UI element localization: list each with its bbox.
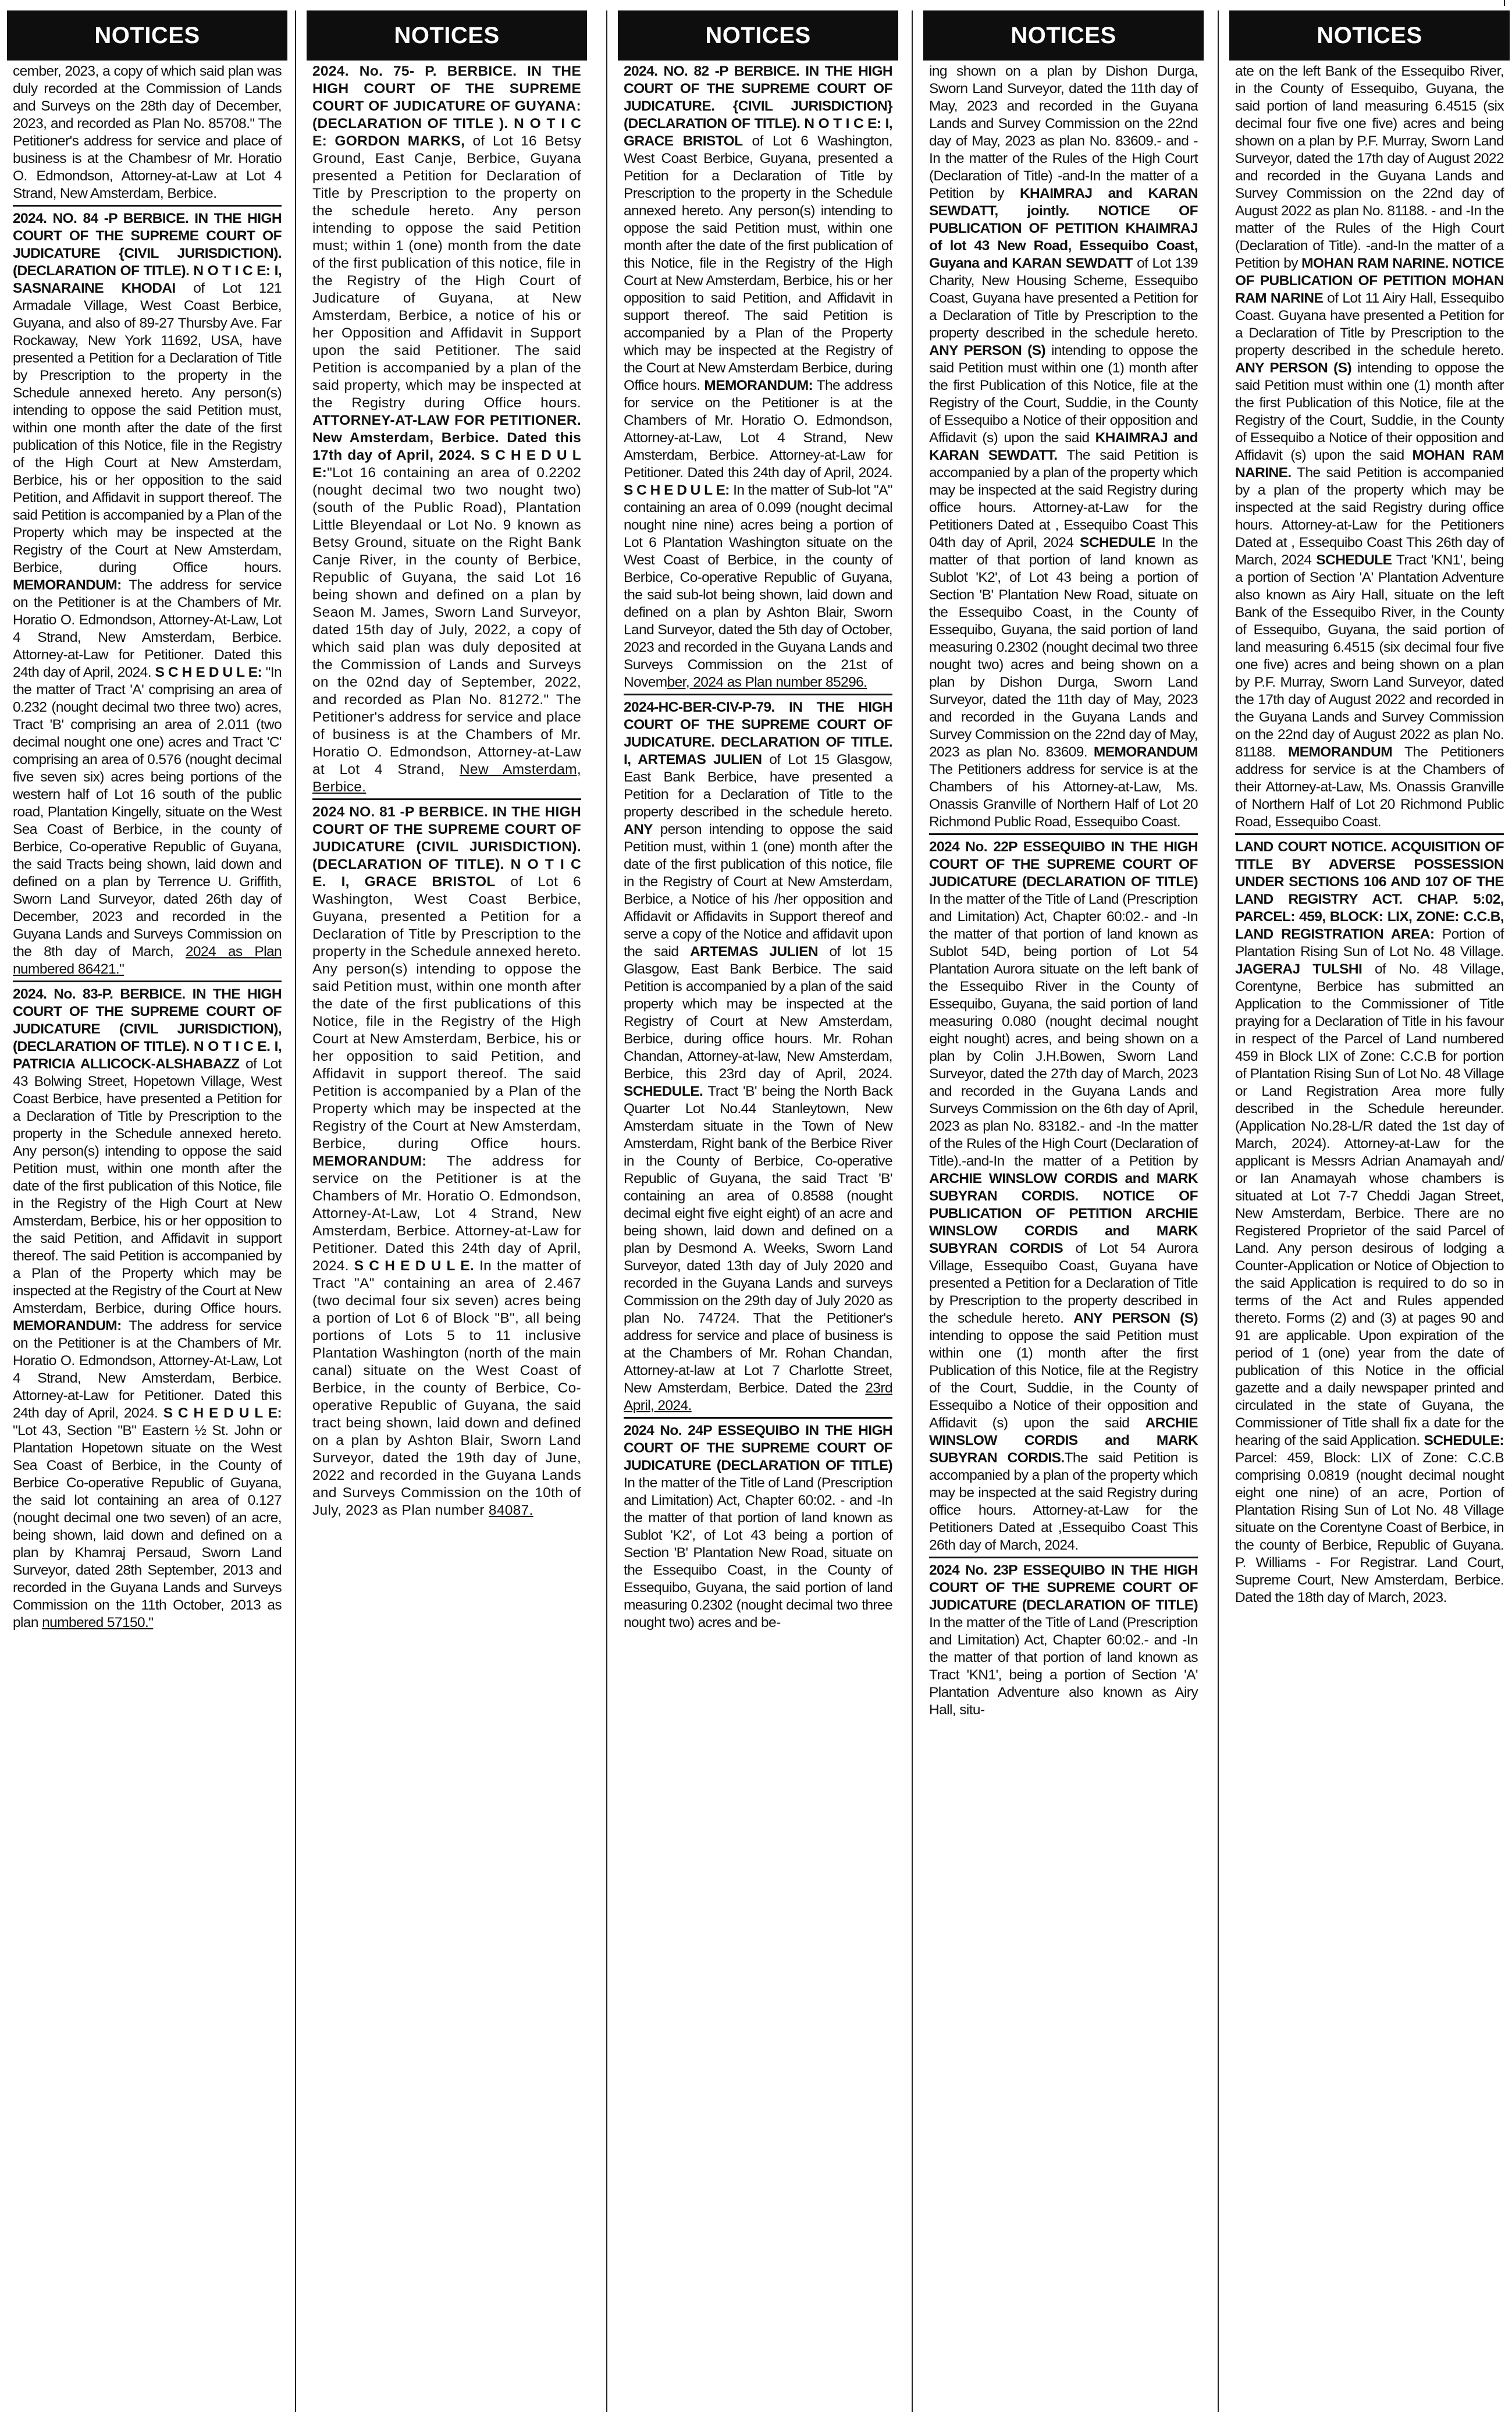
notice-text: intending to oppose the said Petition must within one (1) month after the first Publication of this Notice, file at the Registry of the Court, Suddie, in the County of Essequibo a Notice of their opposition and Affidavit (s) upon the said — [929, 1328, 1198, 1431]
notice-heading: KHAIMRAJ and KARAN SEWDATT. — [929, 430, 1198, 463]
column-divider — [295, 10, 296, 2412]
notice — [312, 798, 581, 1519]
notice-heading: 2024. No. 83-P. BERBICE. IN THE HIGH COURT OF THE SUPREME COURT OF JUDICATURE (CIVIL JURISDICTION), (DECLARATION OF TITLE). N O T I C E. I, PATRICIA ALLICOCK-ALSHABAZZ — [13, 986, 282, 1072]
notice-text: intending to oppose the said Petition must within one (1) month after the first Publication of this Notice, file at the Registry of the Court, Suddie, in the County of Essequibo a Notice of their opposition and Affidavit (s) upon the said — [929, 343, 1198, 446]
notice-text: of Lot 54 Aurora Village, Essequibo Coast, Guyana have presented a Petition for a Declaration of Title by Prescription to the property described in the schedule hereto. — [929, 1241, 1198, 1326]
notice — [929, 833, 1198, 1554]
notice-heading: 2024-HC-BER-CIV-P-79. IN THE HIGH COURT OF THE SUPREME COURT OF JUDICATURE. DECLARATION OF TITLE. I, ARTEMAS JULIEN — [624, 699, 892, 768]
notice-text: In the matter of the Title of Land (Prescription and Limitation) Act, Chapter 60:02. - and -In the matter of that portion of land known as Sublot 'K2', of Lot 43 being a portion of Section 'B' Plantation New Road, situate on the Essequibo Coast, in the County of Essequibo, Guyana, the said portion of land measuring 0.2302 (nought decimal two three nought two) acres and be- — [624, 1475, 892, 1631]
notice-text: "Lot 43, Section "B" Eastern ½ St. John or Plantation Hopetown situate on the West Sea Coast of Berbice, in the County of Berbice Co-operative Republic of Guyana, the said lot containing an area of 0.127 (nought decimal one two seven) of an acre, being shown, laid down and defined on a plan by Khamraj Persaud, Sworn Land Surveyor, dated 28th September, 2013 and recorded in the Guyana Lands and Surveys Commission on the 11th October, 2013 as plan — [13, 1423, 282, 1631]
notice-heading: ATTORNEY-AT-LAW FOR PETITIONER. New Amsterdam, Berbice. Dated this 17th day of April, 2024. S C H E D U L E: — [312, 413, 581, 481]
notice-text: In the matter of the Title of Land (Prescription and Limitation) Act, Chapter 60:02.- and -In the matter of that portion of land known as Tract 'KN1', being a portion of Section 'A' Plantation Adventure also known as Airy Hall, situ- — [929, 1615, 1198, 1718]
notice-text: of Lot 16 Betsy Ground, East Canje, Berbice, Guyana presented a Petition for Declaration of Title by Prescription to the property on the schedule hereto. Any person intending to oppose the said Petition must; within 1 (one) month from the date of the first publication of this notice, file in the Registry of the High Court of Judicature of Guyana, at New Amsterdam, Berbice, a notice of his or her Opposition and Affidavit in Support upon the said Petitioner. The said Petition is accompanied by a plan of the said property, which may be inspected at the Registry during Office hours. — [312, 133, 581, 411]
notice-heading: MOHAN RAM NARINE. — [1235, 447, 1504, 481]
notice — [13, 63, 282, 203]
notice-text: of Lot 6 Washington, West Coast Berbice, Guyana, presented a Petition for a Declaration of Title by Prescription to the property in the Schedule annexed hereto. Any person(s) intending to oppose the said Petition must, within one month after the date of the first publications of this Notice, file in the Registry of the High Court at New Amsterdam, Berbice, his or her opposition to said Petition, and Affidavit in support thereof. The said Petition is accompanied by a Plan of the Property which may be inspected at the Registry of the Court at New Amsterdam, Berbice, during Office hours. — [312, 874, 581, 1152]
notice-heading: ARTEMAS JULIEN — [689, 944, 818, 960]
notice — [312, 63, 581, 796]
notice-text: The address for service on the Petitioner is at the Chambers of Mr. Horatio O. Edmondson, Attorney-at-Law, Lot 4 Strand, New Amsterdam, Berbice. Attorney-at-Law for Petitioner. Dated this 24th day of April, 2024. — [624, 378, 892, 481]
corner-mark — [1504, 0, 1505, 6]
notices-column-4 — [923, 10, 1204, 2412]
notice-text: The Petitioners address for service is at the Chambers of his Attorney-at-Law, Ms. Onassis Granville of Northern Half of Lot 20 Richmond Public Road, Essequibo Coast. — [929, 762, 1198, 830]
notice-text: intending to oppose the said Petition must within one (1) month after the first Publication of this Notice, file at the Registry of the Court, Suddie, in the County of Essequibo a Notice of their opposition and Affidavit (s) upon the said — [1235, 360, 1504, 463]
notice-heading: MEMORANDUM: — [13, 577, 122, 593]
notice-text: In the matter of Tract "A" containing an area of 2.467 (two decimal four six seven) acres being a portion of Lot 6 of Block "B", all being portions of Lots 5 to 11 inclusive Plantation Washington (north of the main canal) situate on the West Coast of Berbice, in the county of Berbice, Co-operative Republic of Guyana, the said tract being shown, laid down and defined on a plan by Ashton Blair, Sworn Land Surveyor, dated the 19th day of June, 2022 and recorded in the Guyana Lands and Surveys Commission on the 10th of July, 2023 as Plan number — [312, 1258, 582, 1518]
notice-text: of Lot 11 Airy Hall, Essequibo Coast. Guyana have presented a Petition for a Declaration of Title by Prescription to the property described in the schedule hereto. — [1235, 290, 1504, 358]
notice-text: The Petitioners address for service is at the Chambers of their Attorney-at-Law, Ms. Onassis Granville of Northern Half of Lot 20 Richmond Public Road, Essequibo Coast. — [1235, 744, 1504, 830]
notice-text: of No. 48 Village, Corentyne, Berbice has submitted an Application to the Commissioner of Title praying for a Declaration of Title in his favour in respect of the Parcel of Land numbered 459 in Block LIX of Zone: C.C.B for portion of Plantation Rising Sun of Lot No. 48 Village or Land Registration Area more fully described in the Schedule hereunder. (Application No.28-L/R dated the 1st day of March, 2024). Attorney-at-Law for the applicant is Messrs Adrian Anamayah and/ or Ian Anamayah whose chambers is situated at Lot 7-7 Cheddi Jagan Street, New Amsterdam, Berbice. There are no Registered Proprietor of the said Parcel of Land. Any person desirous of lodging a Counter-Application or Notice of Objection to the said Application is required to do so in terms of the Act and Rules appended thereto. Forms (2) and (3) at pages 90 and 91 are applicable. Upon expiration of the period of 1 (one) year from the date of publication of this Notice in the official gazette and a daily newspaper printed and circulated in the state of Guyana, the Commissioner of Title shall fix a date for the hearing of the said Application. — [1235, 961, 1504, 1448]
notice-heading: 2024. NO. 82 -P BERBICE. IN THE HIGH COURT OF THE SUPREME COURT OF JUDICATURE. {CIVIL JURISDICTION} (DECLARATION OF TITLE). N O T I C E: I, GRACE BRISTOL — [624, 63, 892, 149]
notice-text: The said Petition is accompanied by a plan of the property which may be inspected at the said Registry during office hours. Attorney-at-Law for the Petitioners Dated at ,Essequibo Coast This 26th day of March, 2024. — [929, 1450, 1198, 1553]
notice-text: Tract 'B' being the North Back Quarter Lot No.44 Stanleytown, New Amsterdam situate in the Town of New Amsterdam, Right bank of the Berbice River in the County of Berbice, Co-operative Republic of Guyana, the said Tract 'B' containing an area of 0.8588 (nought decimal eight five eight eight) of an acre and being shown, laid down and defined on a plan by Desmond A. Weeks, Sworn Land Surveyor, dated 13th day of July 2020 and recorded in the Guyana Lands and surveys Commission on the 29th day of July 2020 as plan No. 74724. That the Petitioner's address for service and place of business is at the Chambers of Mr. Rohan Chandan, Attorney-at-law at Lot 7 Charlotte Street, New Amsterdam, Berbice. Dated the — [624, 1084, 892, 1396]
notice-text: The said Petition is accompanied by a plan of the property which may be inspected at the said Registry during office hours. Attorney-at-Law for the Petitioners Dated at , Essequibo Coast This 26th day of March, 2024 — [1235, 465, 1504, 568]
column-header: NOTICES — [618, 10, 898, 61]
notice-text: of Lot 6 Washington, West Coast Berbice, Guyana, presented a Petition for a Declaration of Title by Prescription to the property in the Schedule annexed hereto. Any person(s) intending to oppose the said Petition must, within one month after the date of the first publication of this Notice, file in the Registry of the High Court at New Amsterdam, Berbice, his or her opposition to said Petition, and Affidavit in support thereof. The said Petition is accompanied by a Plan of the Property which may be inspected at the Registry of the Court at New Amsterdam Berbice, during Office hours. — [624, 133, 892, 393]
notice-text: Portion of Plantation Rising Sun of Lot No. 48 Village. — [1235, 926, 1504, 960]
notice-text: The address for service on the Petitioner is at the Chambers of Mr. Horatio O. Edmondson, Attorney-At-Law, Lot 4 Strand, New Amsterdam, Berbice. Attorney-at-Law for Petitioner. Dated this 24th day of April, 2024. — [312, 1153, 581, 1274]
notice — [1235, 833, 1504, 1607]
column-header: NOTICES — [307, 10, 587, 61]
notice-text: ber, 2024 as Plan number 85296. — [667, 674, 867, 690]
notice-heading: 2024. NO. 84 -P BERBICE. IN THE HIGH COURT OF THE SUPREME COURT OF JUDICATURE {CIVIL JURISDICTION). (DECLARATION OF TITLE). N O T I C E: I, SASNARAINE KHODAI — [13, 211, 282, 296]
notice-text: cember, 2023, a copy of which said plan was duly recorded at the Commission of Lands and Surveys on the 28th day of December, 2023, and recorded as Plan No. 85708." The Petitioner's address for service and place of business is at the Chambesr of Mr. Horatio O. Edmondson, Attorney-at-Law at Lot 4 Strand, New Amsterdam, Berbice. — [13, 63, 282, 201]
notice-text: In the matter of the Title of Land (Prescription and Limitation) Act, Chapter 60:02.- and -In the matter of that portion of land known as Sublot 54D, being portion of Lot 54 Plantation Aurora situate on the left bank of the Essequibo River in the County of Essequibo, Guyana, the said portion of land measuring 0.080 (nought decimal nought eight nought) acres, and being shown on a plan by Colin J.H.Bowen, Sworn Land Surveyor, dated the 27th day of March, 2023 and recorded in the Guyana Lands and Surveys Commission on the 6th day of April, 2023 as plan No. 83182.- and -In the matter of the Rules of the High Court (Declaration of Title).-and-In the matter of a Petition by — [929, 891, 1198, 1169]
notice-heading: SCHEDULE: — [1424, 1433, 1504, 1448]
notice-heading: MEMORANDUM — [1093, 744, 1198, 760]
notice — [624, 694, 892, 1415]
notice-heading: ARCHIE WINSLOW CORDIS and MARK SUBYRAN CORDIS. — [929, 1415, 1198, 1466]
notice-heading: MEMORANDUM: — [312, 1153, 427, 1169]
notice-heading: SCHEDULE — [1316, 552, 1392, 568]
notice-heading: ANY PERSON (S) — [1235, 360, 1352, 376]
column-body — [1229, 61, 1510, 2408]
notice-text: of Lot 15 Glasgow, East Bank Berbice, have presented a Petition for a Declaration of Title to the property described in the schedule hereto. — [624, 752, 892, 820]
notice-heading: S C H E D U L E: — [155, 665, 262, 680]
notice-text: The address for service on the Petitioner is at the Chambers of Mr. Horatio O. Edmondson, Attorney-At-Law, Lot 4 Strand, New Amsterdam, Berbice. Attorney-at-Law for Petitioner. Dated this 24th day of April, 2024. — [13, 577, 282, 680]
notice-text: Tract 'KN1', being a portion of Section 'A' Plantation Adventure also known as Airy Hall, situate on the left Bank of the Essequibo River, in the County of Essequibo, Guyana, the said portion of land measuring 6.4515 (six decimal four five one five) acres and being shown on a plan by P.F. Murray, Sworn Land Surveyor, dated the 17th day of August 2022 and recorded in the Guyana Lands and Survey Commission on the 22nd day of August 2022 as plan No. 81188. — [1235, 552, 1504, 760]
notice-text: "Lot 16 containing an area of 0.2202 (nought decimal two two nought two) (south of the Public Road), Plantation Little Bleyendaal or Lot No. 9 known as Betsy Ground, situate on the Right Bank Canje River, in the county of Berbice, Republic of Guyana, the said Lot 16 being shown and defined on a plan by Seaon M. James, Sworn Land Surveyor, dated 15th day of July, 2022, a copy of which said plan was duly deposited at the Commission of Lands and Surveys on the 02nd day of September, 2022, and recorded as Plan No. 81272." The Petitioner's address for service and place of business is at the Chambers of Mr. Horatio O. Edmondson, Attorney-at-Law at Lot 4 Strand, — [312, 465, 581, 777]
notice-text: "In the matter of Tract 'A' comprising an area of 0.232 (nought decimal two three two) acres, Tract 'B' comprising an area of 2.011 (two decimal nought one one) acres and Tract 'C' comprising an area of 0.576 (nought decimal five seven six) acres being portions of the western half of Lot 16 south of the public road, Plantation Kingelly, situate on the West Sea Coast of Berbice, in the county of Berbice, Co-operative Republic of Guyana, the said Tracts being shown, laid down and defined on a plan by Terrence U. Griffith, Sworn Land Surveyor, dated 26th day of December, 2023 and recorded in the Guyana Lands and Surveys Commission on the 8th day of March, — [13, 665, 282, 960]
notice-heading: SCHEDULE. — [624, 1084, 703, 1099]
column-body — [7, 61, 287, 2408]
notice — [929, 63, 1198, 831]
notice-text: The said Petition is accompanied by a plan of the property which may be inspected at the said Registry during office hours. Attorney-at-Law for the Petitioners Dated at , Essequibo Coast This 04th day of April, 2024 — [929, 447, 1198, 550]
notice-heading: KHAIMRAJ and KARAN SEWDATT, jointly. NOTICE OF PUBLICATION OF PETITION KHAIMRAJ of lot 43 New Road, Essequibo Coast, Guyana and KARAN SEWDATT — [929, 186, 1198, 271]
notice-heading: ANY PERSON (S) — [1073, 1310, 1198, 1326]
column-header: NOTICES — [1229, 10, 1510, 61]
top-edge — [0, 0, 1512, 8]
notices-column-1 — [7, 10, 287, 2412]
column-body — [618, 61, 898, 2408]
notice — [624, 63, 892, 691]
notice-text: Parcel: 459, Block: LIX of Zone: C.C.B comprising 0.0819 (nought decimal nought eight one nine) of an acre, Portion of Plantation Rising Sun of Lot No. 48 Village situate on the Corentyne Coast of Berbice, in the county of Berbice, Republic of Guyana. P. Williams - For Registrar. Land Court, Supreme Court, New Amsterdam, Berbice. Dated the 18th day of March, 2023. — [1235, 1450, 1504, 1605]
notice-text: 84087. — [488, 1502, 533, 1518]
notice-heading: MEMORANDUM — [1287, 744, 1393, 760]
notice-text: of lot 15 Glasgow, East Bank Berbice. The said Petition is accompanied by a plan of the said property which may be inspected at the Registry of Court at New Amsterdam, Berbice, during office hours. Mr. Rohan Chandan, Attorney-at-law, New Amsterdam, Berbice, this 23rd day of April, 2024. — [624, 944, 893, 1082]
notices-column-5 — [1229, 10, 1510, 2412]
notice-text: of Lot 121 Armadale Village, West Coast Berbice, Guyana, and also of 89-27 Thursby Ave. Far Rockaway, New York 11692, USA, have presented a Petition for a Declaration of Title by Prescription to the property in the Schedule annexed hereto. Any person(s) intending to oppose the said Petition must, within one month after the date of the first publication of this Notice, file in the Registry of the High Court at New Amsterdam, Berbice, his or her opposition to the said Petition, and Affidavit in support thereof. The said Petition is accompanied by a Plan of the Property which may be inspected at the Registry of the Court at New Amsterdam, Berbice, during Office hours. — [13, 280, 282, 576]
notice-heading: MEMORANDUM: — [13, 1318, 122, 1334]
notice-text: In the matter of Sub-lot "A" containing an area of 0.099 (nought decimal nought nine nine) acres being a portion of Lot 6 Plantation Washington situate on the West Coast of Berbice, in the county of Berbice, Co-operative Republic of Guyana, the said sub-lot being shown, laid down and defined on a plan by Ashton Blair, Sworn Land Surveyor, dated the 5th day of October, 2023 and recorded in the Guyana Lands and Surveys Commission on the 21st of Novem — [624, 482, 892, 690]
column-divider — [912, 10, 913, 2412]
notice-text: The address for service on the Petitioner is at the Chambers of Mr. Horatio O. Edmondson, Attorney-At-Law, Lot 4 Strand, New Amsterdam, Berbice. Attorney-at-Law for Petitioner. Dated this 24th day of April, 2024. — [13, 1318, 282, 1421]
notice — [929, 1557, 1198, 1719]
notice-text: person intending to oppose the said Petition must, within 1 (one) month after the date of the first publication of this notice, file in the Registry of Court at New Amsterdam, Berbice, a Notice of his /her opposition and Affidavit or Affidavits in Support thereof and serve a copy of the Notice and affidavit upon the said — [624, 822, 892, 960]
column-divider — [606, 10, 607, 2412]
notice-heading: ANY — [624, 822, 653, 837]
notices-column-2 — [307, 10, 587, 2412]
column-divider — [1218, 10, 1219, 2412]
notice-text: New Amsterdam, Berbice. — [312, 762, 581, 795]
notice-text: ing shown on a plan by Dishon Durga, Sworn Land Surveyor, dated the 11th day of May, 2023 and recorded in the Guyana Lands and Survey Commission on the 22nd day of May, 2023 as plan No. 83609.- and -In the matter of the Rules of the High Court (Declaration of Title) -and-In the matter of a Petition by — [929, 63, 1198, 201]
notice-heading: 2024 No. 24P ESSEQUIBO IN THE HIGH COURT OF THE SUPREME COURT OF JUDICATURE (DECLARATION OF TITLE) — [624, 1423, 892, 1473]
notice-text: of Lot 139 Charity, New Housing Scheme, Essequibo Coast, Guyana have presented a Petition for a Declaration of Title by Prescription to the property described in the schedule hereto. — [929, 255, 1198, 341]
notice-text: In the matter of that portion of land known as Sublot 'K2', of Lot 43 being a portion of Section 'B' Plantation New Road, situate on the Essequibo Coast, in the County of Essequibo, Guyana, the said portion of land measuring 0.2302 (nought decimal two three nought two) acres and being shown on a plan by Dishon Durga, Sworn Land Surveyor, dated the 11th day of May, 2023 and recorded in the Guyana Lands and Survey Commission on the 22nd day of May, 2023 as plan No. 83609. — [929, 535, 1198, 760]
notice-heading: S C H E D U L E: — [624, 482, 730, 498]
notice-text: of Lot 43 Bolwing Street, Hopetown Village, West Coast Berbice, have presented a Petition for a Declaration of Title by Prescription to the property in the Schedule annexed hereto. Any person(s) intending to oppose the said Petition must, within one month after the date of the first publication of this Notice, file in the Registry of the High Court at New Amsterdam, Berbice, his or her opposition to the said Petition, and Affidavit in support thereof. The said Petition is accompanied by a Plan of the Property which may be inspected at the Registry of the Court at New Amsterdam, Berbice, during Office hours. — [13, 1056, 282, 1316]
column-body — [307, 61, 587, 2408]
column-header: NOTICES — [7, 10, 287, 61]
notice — [13, 205, 282, 978]
notice — [1235, 63, 1504, 831]
notice-heading: 2024 NO. 81 -P BERBICE. IN THE HIGH COURT OF THE SUPREME COURT OF JUDICATURE (CIVIL JURISDICTION). (DECLARATION OF TITLE). N O T I C E. I, GRACE BRISTOL — [312, 804, 581, 890]
notice-heading: SCHEDULE — [1080, 535, 1155, 550]
notice-heading: 2024 No. 22P ESSEQUIBO IN THE HIGH COURT OF THE SUPREME COURT OF JUDICATURE (DECLARATION OF TITLE) — [929, 839, 1198, 890]
notice-heading: LAND COURT NOTICE. ACQUISITION OF TITLE BY ADVERSE POSSESSION UNDER SECTIONS 106 AND 107 OF THE LAND REGISTRY ACT. CHAP. 5:02, PARCEL: 459, BLOCK: LIX, ZONE: C.C.B, LAND REGISTRATION AREA: — [1235, 839, 1504, 942]
notice-heading: S C H E D U L E: — [163, 1405, 282, 1421]
notice-heading: MOHAN RAM NARINE. NOTICE OF PUBLICATION OF PETITION MOHAN RAM NARINE — [1235, 255, 1504, 306]
notice-heading: 2024 No. 23P ESSEQUIBO IN THE HIGH COURT OF THE SUPREME COURT OF JUDICATURE (DECLARATION OF TITLE) — [929, 1562, 1198, 1613]
notice-heading: 2024. No. 75- P. BERBICE. IN THE HIGH COURT OF THE SUPREME COURT OF JUDICATURE OF GUYANA: (DECLARATION OF TITLE ). N O T I C E: GORDON MARKS, — [312, 63, 581, 149]
column-body — [923, 61, 1204, 2408]
notices-column-3 — [618, 10, 898, 2412]
notice — [13, 981, 282, 1632]
notice-heading: S C H E D U L E. — [354, 1258, 475, 1274]
notice-text: 23rd April, 2024. — [624, 1380, 892, 1413]
notice-text: numbered 57150." — [42, 1615, 154, 1631]
notice-heading: ARCHIE WINSLOW CORDIS and MARK SUBYRAN CORDIS. NOTICE OF PUBLICATION OF PETITION ARCHIE WINSLOW CORDIS and MARK SUBYRAN CORDIS — [929, 1171, 1198, 1256]
notice-text: ate on the left Bank of the Essequibo River, in the County of Essequibo, Guyana, the said portion of land measuring 6.4515 (six decimal four five one five) acres and being shown on a plan by P.F. Murray, Sworn Land Surveyor, dated the 17th day of August 2022 and recorded in the Guyana Lands and Survey Commission on the 22nd day of August 2022 as plan No. 81188. - and -In the matter of the Rules of the High Court (Declaration of Title). -and-In the matter of a Petition by — [1235, 63, 1504, 271]
column-header: NOTICES — [923, 10, 1204, 61]
notice — [624, 1417, 892, 1632]
notice-heading: MEMORANDUM: — [704, 378, 813, 393]
notice-heading: JAGERAJ TULSHI — [1235, 961, 1362, 977]
notice-heading: ANY PERSON (S) — [929, 343, 1046, 358]
notice-text: 2024 as Plan numbered 86421." — [13, 944, 282, 977]
